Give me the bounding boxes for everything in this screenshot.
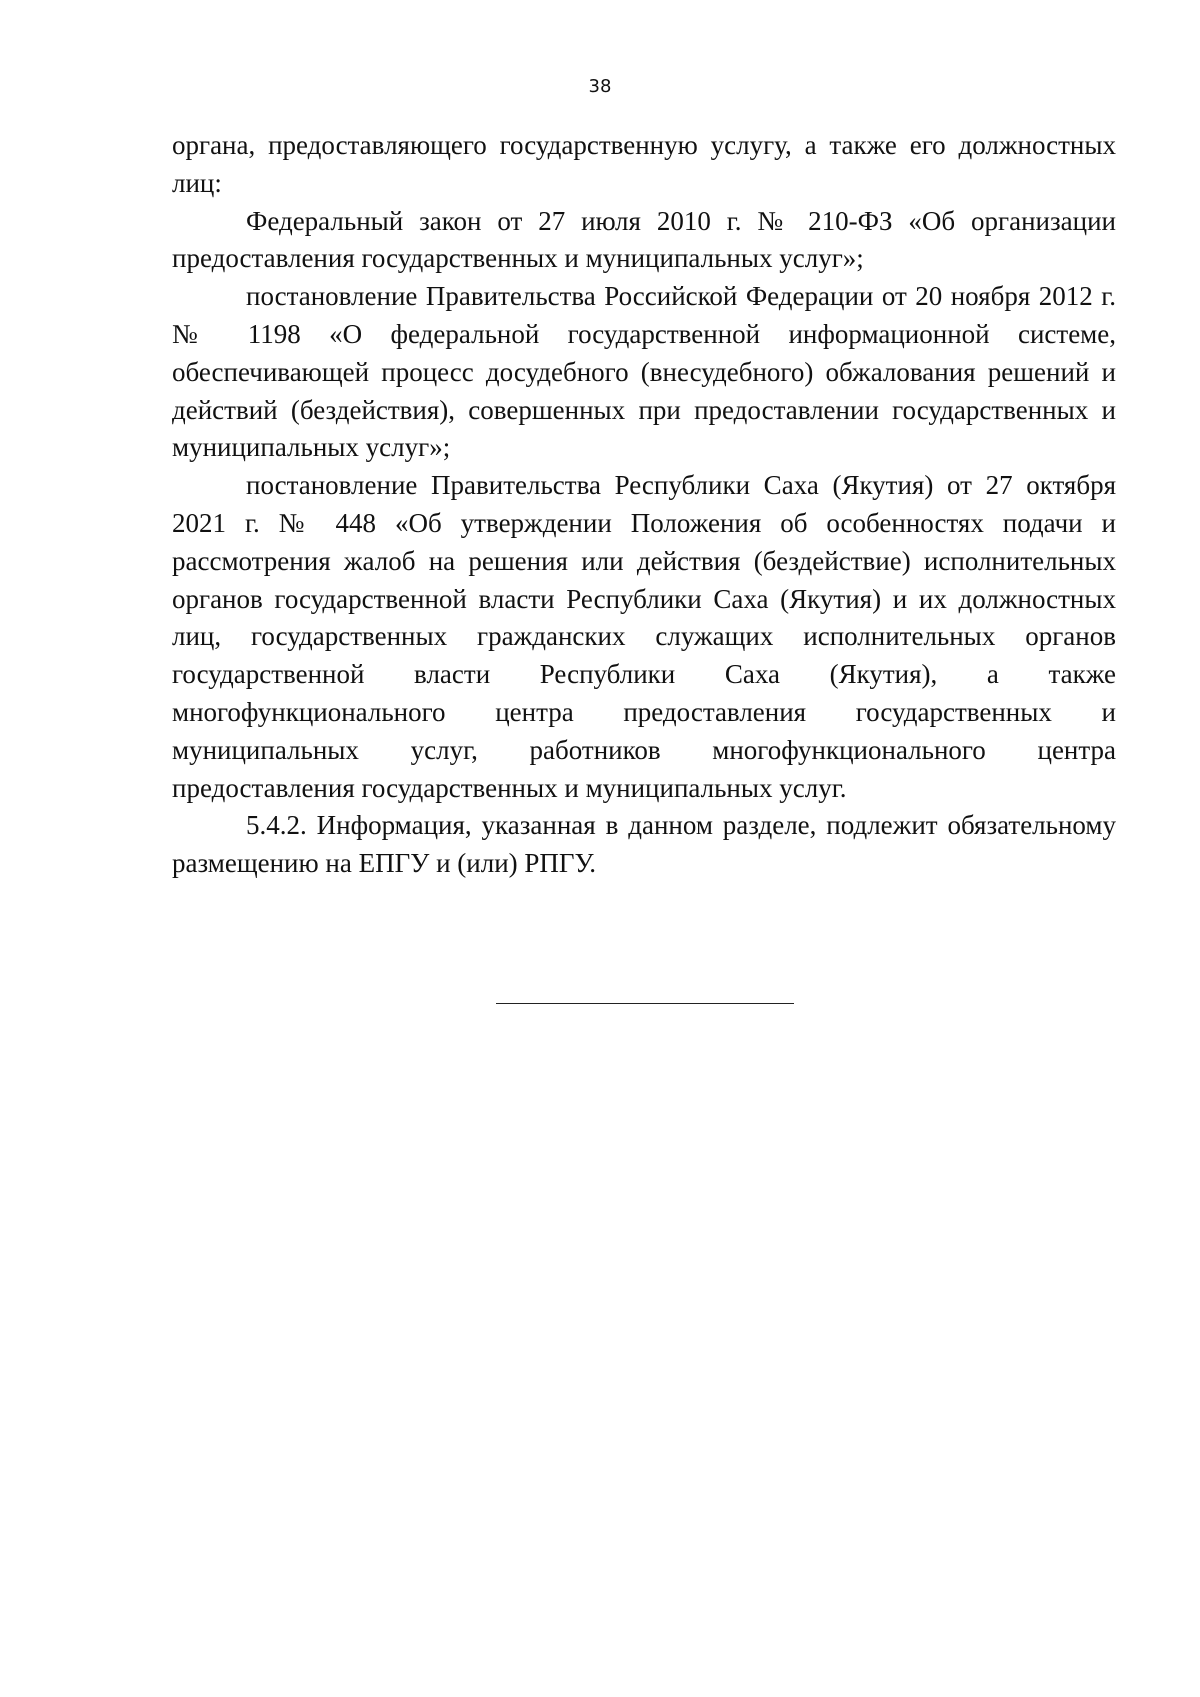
end-separator-line [496, 1003, 794, 1004]
paragraph-government-resolution-yakutia: постановление Правительства Республики Саха (Якутия) от 27 октября 2021 г. № 448 «Об утверждении Положения об особенностях подачи и рассмотрения жалоб на решения или действия (бездействие) исполнительных органов государственной власти Республики Саха (Якутия) и их должностных лиц, государственных гражданских служащих исполнительных органов государственной власти Республики Саха (Якутия), а также многофункционального центра предоставления государственных и муниципальных услуг, работников многофункционального центра предоставления государственных и муниципальных услуг. [172, 470, 1116, 803]
paragraph-section-5-4-2: 5.4.2. Информация, указанная в данном разделе, подлежит обязательному размещению на ЕПГУ и (или) РПГУ. [172, 810, 1116, 879]
page-number: 38 [588, 76, 612, 97]
paragraph-federal-law: Федеральный закон от 27 июля 2010 г. № 210-ФЗ «Об организации предоставления государственных и муниципальных услуг»; [172, 205, 1116, 274]
document-body [172, 127, 1116, 883]
paragraph-government-resolution-rf: постановление Правительства Российской Федерации от 20 ноября 2012 г. № 1198 «О федеральной государственной информационной системе, обеспечивающей процесс досудебного (внесудебного) обжалования решений и действий (бездействия), совершенных при предоставлении государственных и муниципальных услуг»; [172, 281, 1116, 463]
paragraph-continuation: органа, предоставляющего государственную услугу, а также его должностных лиц: [172, 130, 1116, 198]
